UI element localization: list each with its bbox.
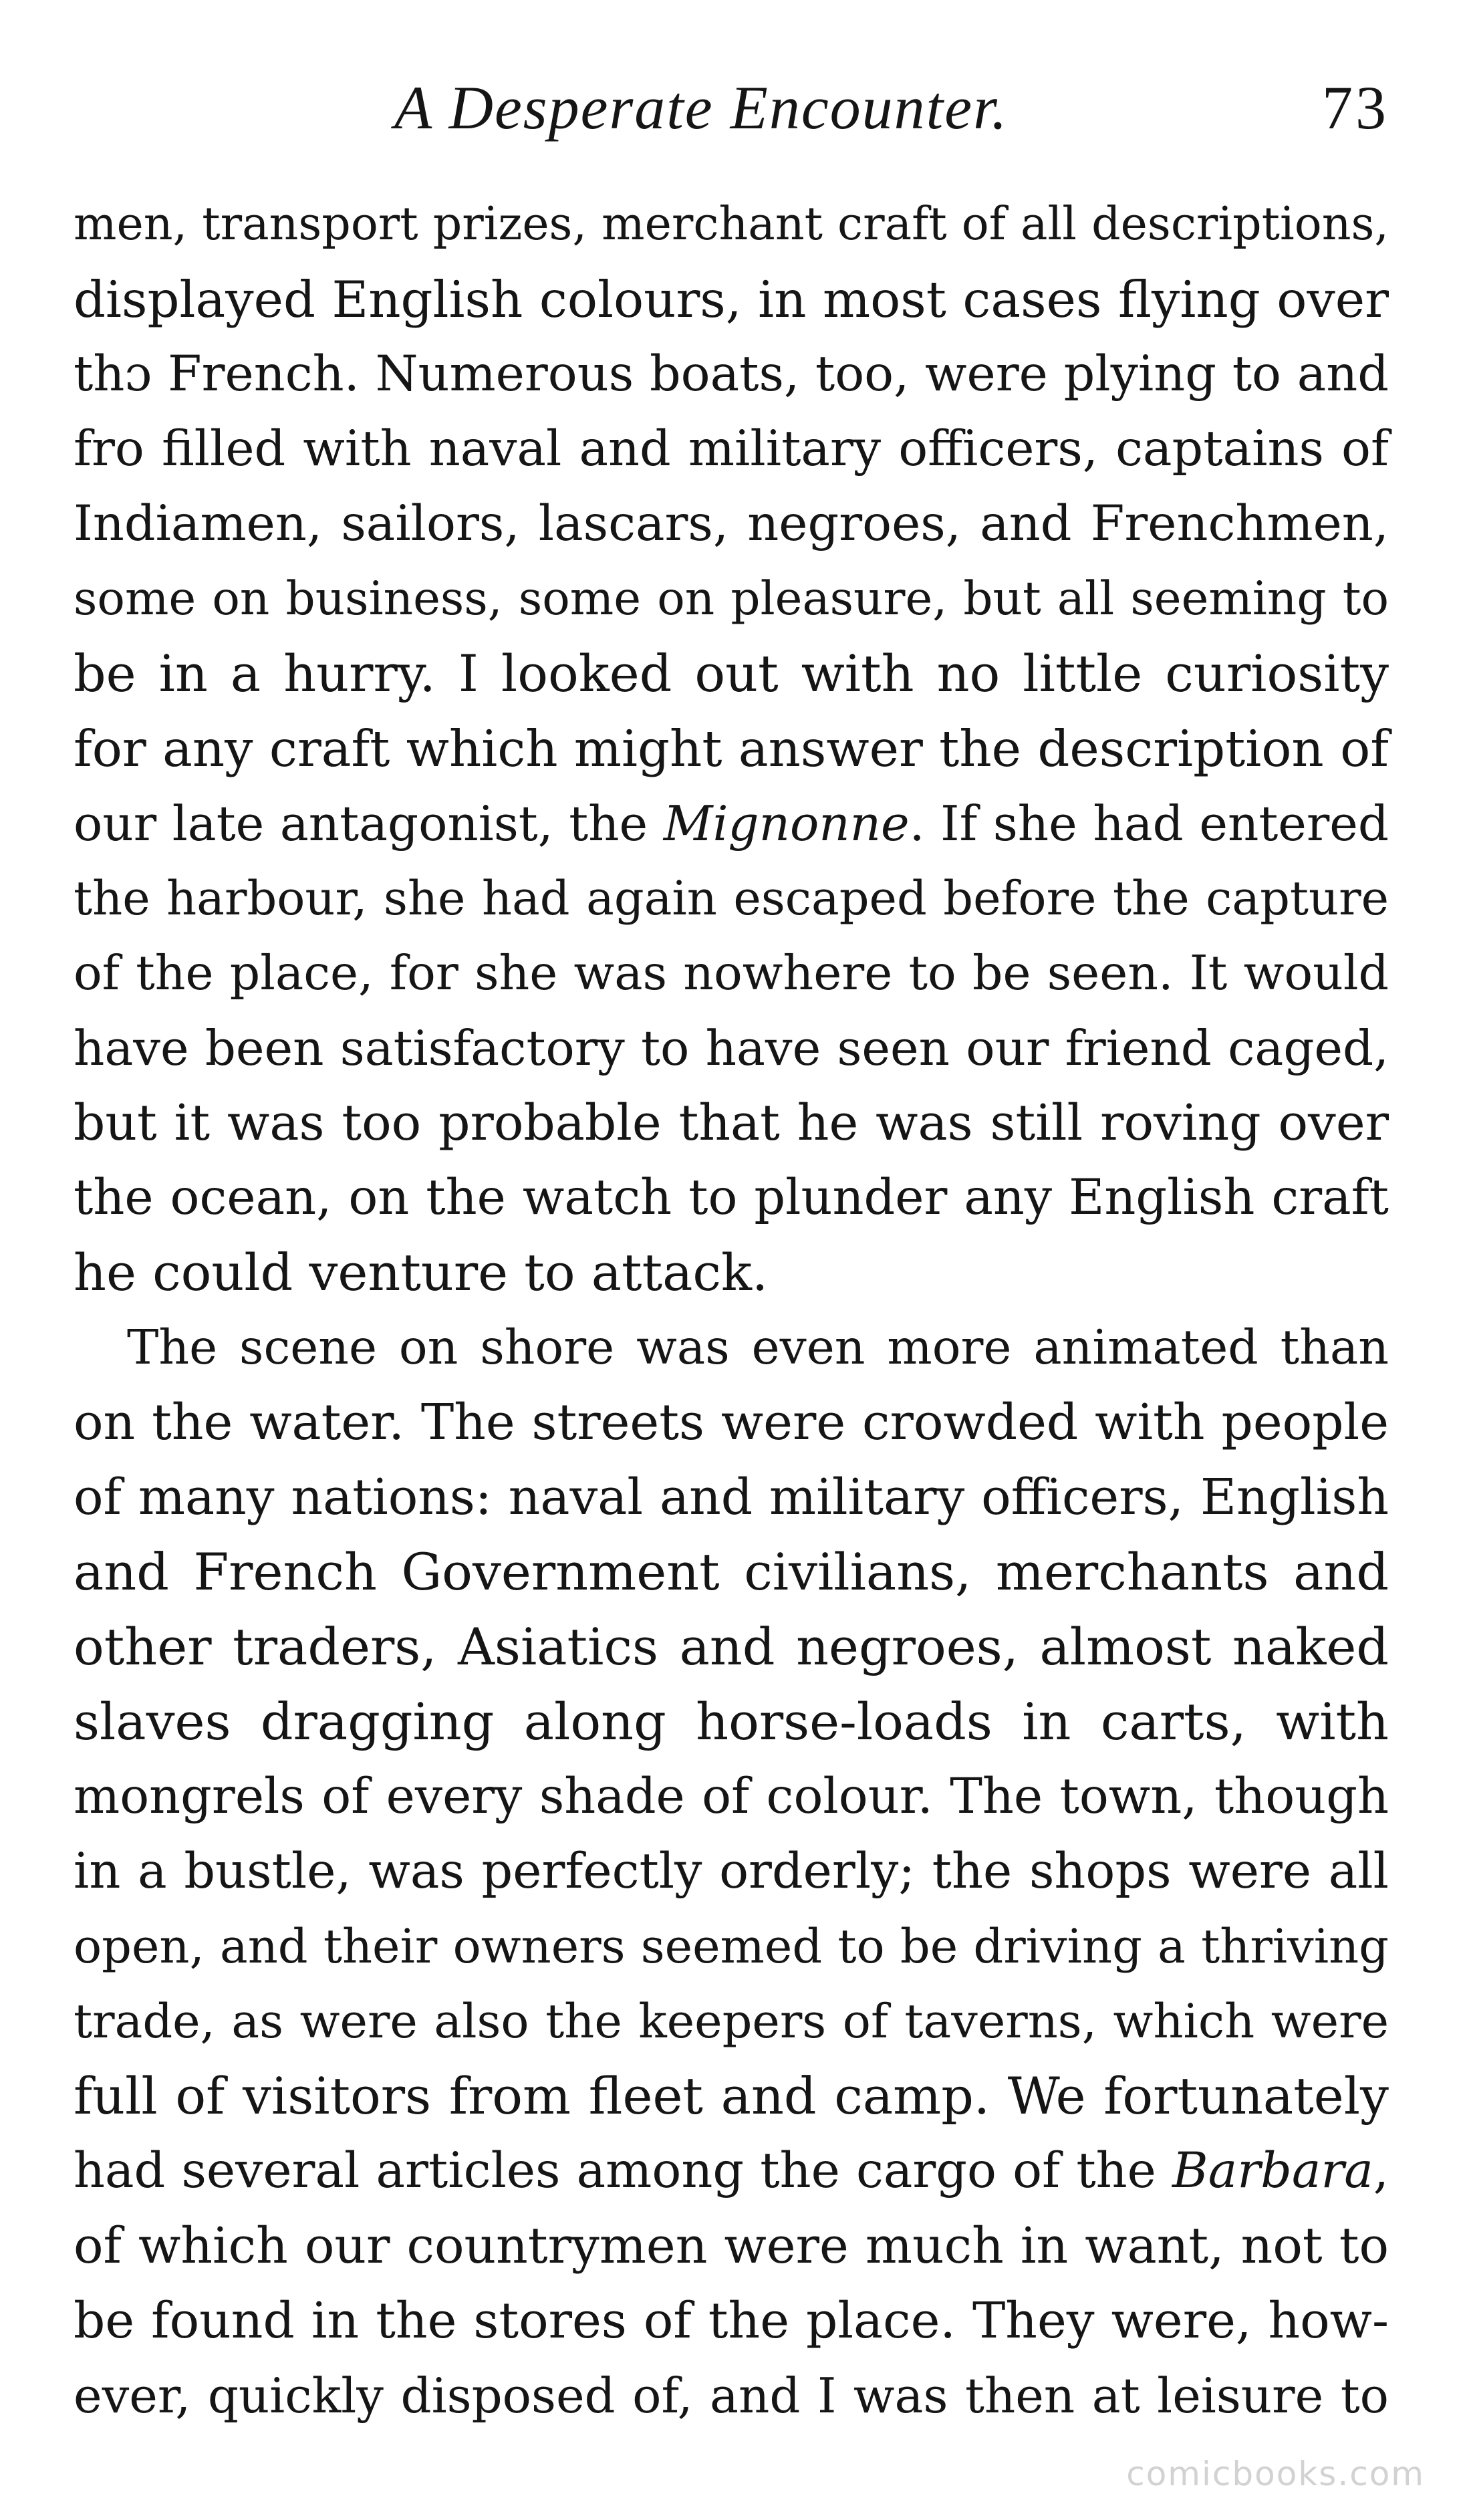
running-title: A Desperate Encounter. bbox=[394, 74, 1009, 142]
text-line: men, transport prizes, merchant craft of all descriptions, bbox=[74, 198, 1389, 251]
watermark: comicbooks.com bbox=[1126, 2454, 1425, 2493]
text-line: other traders, Asiatics and negroes, almost naked bbox=[74, 1617, 1389, 1676]
text-line: our late antagonist, the Mignonne. If she had entered bbox=[74, 795, 1389, 852]
text-line: mongrels of every shade of colour. The town, though bbox=[74, 1768, 1389, 1825]
text-line: ever, quickly disposed of, and I was then at leisure to bbox=[74, 2368, 1389, 2424]
text-line: on the water. The streets were crowded with people bbox=[74, 1394, 1389, 1451]
ship-name: Barbara bbox=[1172, 2142, 1373, 2199]
text-line: Indiamen, sailors, lascars, negroes, and Frenchmen, bbox=[74, 495, 1389, 552]
text-line: of which our countrymen were much in want, not to bbox=[74, 2217, 1389, 2275]
text-line: be found in the stores of the place. They were, how- bbox=[74, 2292, 1389, 2350]
text-line: fro filled with naval and military officers, captains of bbox=[74, 420, 1389, 477]
text-line: full of visitors from fleet and camp. We fortunately bbox=[74, 2066, 1389, 2126]
ship-name: Mignonne bbox=[663, 795, 910, 852]
text-line: slaves dragging along horse-loads in carts, with bbox=[74, 1692, 1389, 1751]
text-line: displayed English colours, in most cases flying over bbox=[74, 270, 1389, 329]
page-number: 73 bbox=[1322, 74, 1389, 142]
paragraph-end-line: he could venture to attack. bbox=[74, 1243, 769, 1302]
text-line: of the place, for she was nowhere to be seen. It would bbox=[74, 945, 1389, 1001]
body-text bbox=[74, 187, 1389, 2433]
paragraph-start-line: The scene on shore was even more animated than bbox=[127, 1319, 1389, 1375]
text-line: open, and their owners seemed to be driving a thriving bbox=[74, 1919, 1389, 1974]
text-line: some on business, some on pleasure, but all seeming to bbox=[74, 572, 1389, 626]
text-line: have been satisfactory to have seen our friend caged, bbox=[74, 1020, 1389, 1076]
text-line: trade, as were also the keepers of taverns, which were bbox=[74, 1994, 1389, 2049]
text-line: and French Government civilians, merchants and bbox=[74, 1542, 1389, 1602]
running-head bbox=[74, 64, 1389, 151]
text-line: for any craft which might answer the description of bbox=[74, 719, 1389, 778]
text-line: in a bustle, was perfectly orderly; the shops were all bbox=[74, 1843, 1389, 1900]
text-line: but it was too probable that he was still roving over bbox=[74, 1094, 1389, 1152]
text-line: of many nations: naval and military officers, English bbox=[74, 1469, 1389, 1526]
text-line: be in a hurry. I looked out with no little curiosity bbox=[74, 644, 1389, 703]
text-line: thɔ French. Numerous boats, too, were plying to and bbox=[74, 346, 1389, 402]
text-line: the harbour, she had again escaped before the capture bbox=[74, 871, 1389, 926]
text-line: had several articles among the cargo of the Barbara, bbox=[74, 2142, 1389, 2199]
text-line: the ocean, on the watch to plunder any English craft bbox=[74, 1169, 1389, 1226]
